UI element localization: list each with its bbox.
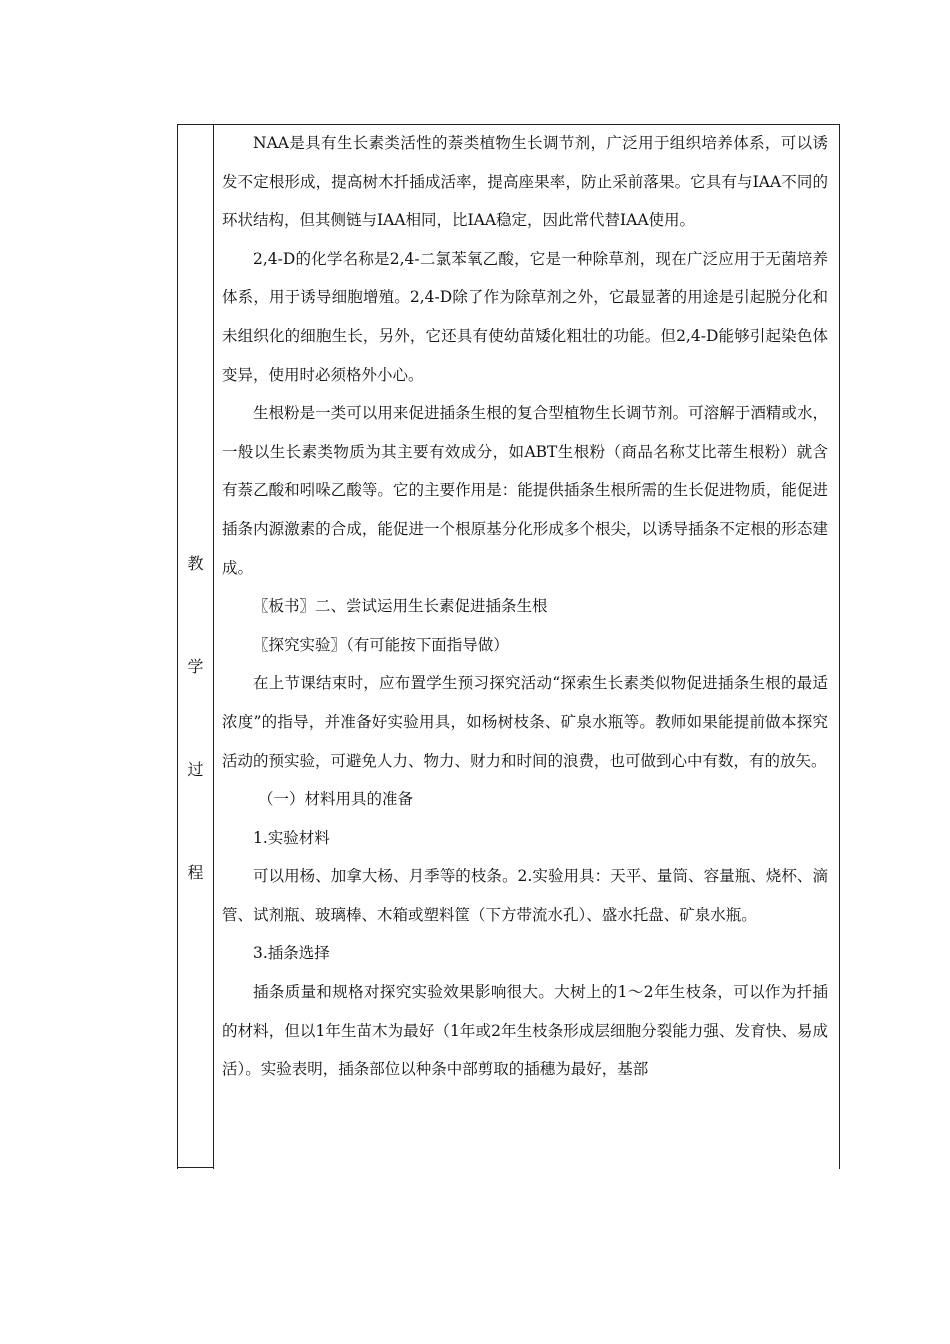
side-label-char: 学 [187,657,204,676]
paragraph: 插条质量和规格对探究实验效果影响很大。大树上的1～2年生枝条，可以作为扦插的材料，但以1年生苗木为最好（1年或2年生枝条形成层细胞分裂能力强、发育快、易成活）。实验表明，插条部位以种条中部剪取的插穗为最好，基部 [222,983,828,1079]
subheading: 3.插条选择 [253,944,330,963]
table-bottom-line [177,1167,214,1168]
paragraph: 在上节课结束时，应布置学生预习探究活动“探索生长素类似物促进插条生根的最适浓度”的指导，并准备好实验用具，如杨树枝条、矿泉水瓶等。教师如果能提前做本探究活动的预实验，可避免人力、物力、财力和时间的浪费，也可做到心中有数，有的放矢。 [222,674,828,770]
paragraph: 生根粉是一类可以用来促进插条生根的复合型植物生长调节剂。可溶解于酒精或水，一般以生长素类物质为其主要有效成分，如ABT生根粉（商品名称艾比蒂生根粉）就含有萘乙酸和吲哚乙酸等。它的主要作用是：能提供插条生根所需的生长促进物质，能促进插条内源激素的合成，能促进一个根原基分化形成多个根尖，以诱导插条不定根的形态建成。 [222,404,828,577]
lesson-content [222,124,828,1089]
board-heading: 〖板书〗二、尝试运用生长素促进插条生根 [253,597,548,616]
experiment-heading: 〖探究实验〗（有可能按下面指导做） [253,635,509,654]
section-heading: （一）材料用具的准备 [258,790,414,809]
paragraph: 2,4-D的化学名称是2,4-二氯苯氧乙酸，它是一种除草剂，现在广泛应用于无菌培养体系，用于诱导细胞增殖。2,4-D除了作为除草剂之外，它最显著的用途是引起脱分化和未组织化的细胞生长，另外，它还具有使幼苗矮化粗壮的功能。但2,4-D能够引起染色体变异，使用时必须格外小心。 [222,249,828,384]
subheading: 1.实验材料 [253,828,330,847]
side-label-char: 过 [187,760,204,779]
side-label-char: 教 [187,554,204,573]
paragraph: 可以用杨、加拿大杨、月季等的枝条。2.实验用具：天平、量筒、容量瓶、烧杯、滴管、试剂瓶、玻璃棒、木箱或塑料筐（下方带流水孔）、盛水托盘、矿泉水瓶。 [222,867,828,924]
side-label-char: 程 [187,863,204,882]
paragraph: NAA是具有生长素类活性的萘类植物生长调节剂，广泛用于组织培养体系，可以诱发不定根形成，提高树木扦插成活率，提高座果率，防止采前落果。它具有与IAA不同的环状结构，但其侧链与IAA相同，比IAA稳定，因此常代替IAA使用。 [222,134,828,230]
column-divider [213,124,214,1169]
